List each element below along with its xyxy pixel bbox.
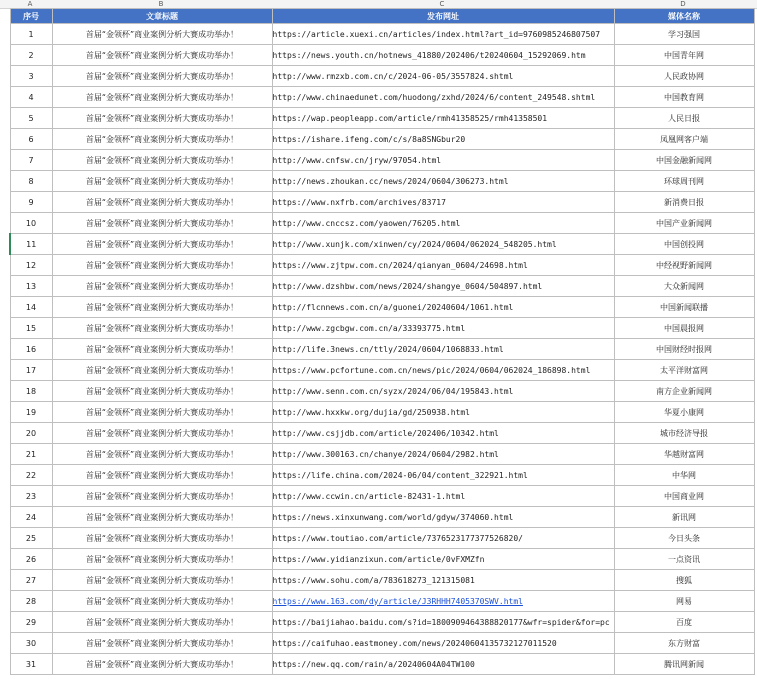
- seq-cell[interactable]: 19: [10, 402, 52, 423]
- title-cell[interactable]: 首届“金领杯”商业案例分析大赛成功举办！: [52, 360, 272, 381]
- media-cell[interactable]: 太平洋财富网: [614, 360, 754, 381]
- column-header-a[interactable]: A: [27, 0, 33, 8]
- media-cell[interactable]: 新消费日报: [614, 192, 754, 213]
- seq-cell[interactable]: 5: [10, 108, 52, 129]
- url-cell[interactable]: http://www.300163.cn/chanye/2024/0604/2982.html: [272, 444, 614, 465]
- title-cell[interactable]: 首届“金领杯”商业案例分析大赛成功举办！: [52, 654, 272, 675]
- url-cell[interactable]: https://baijiahao.baidu.com/s?id=1800909464388820177&wfr=spider&for=pc: [272, 612, 614, 633]
- table-row: [10, 591, 754, 612]
- table-row: [10, 297, 754, 318]
- table-row: [10, 486, 754, 507]
- table-row: [10, 402, 754, 423]
- media-cell[interactable]: 一点资讯: [614, 549, 754, 570]
- url-cell[interactable]: http://www.senn.com.cn/syzx/2024/06/04/195843.html: [272, 381, 614, 402]
- url-cell[interactable]: http://www.hxxkw.org/dujia/gd/250938.html: [272, 402, 614, 423]
- seq-cell[interactable]: 22: [10, 465, 52, 486]
- column-header-b[interactable]: B: [158, 0, 164, 8]
- seq-cell[interactable]: 17: [10, 360, 52, 381]
- media-cell[interactable]: 中国青年网: [614, 45, 754, 66]
- seq-cell[interactable]: 18: [10, 381, 52, 402]
- table-row: [10, 570, 754, 591]
- header-media[interactable]: 媒体名称: [614, 9, 754, 24]
- seq-cell[interactable]: 10: [10, 213, 52, 234]
- title-cell[interactable]: 首届“金领杯”商业案例分析大赛成功举办！: [52, 591, 272, 612]
- media-cell[interactable]: 南方企业新闻网: [614, 381, 754, 402]
- url-cell[interactable]: https://www.pcfortune.com.cn/news/pic/2024/0604/062024_186898.html: [272, 360, 614, 381]
- media-cell[interactable]: 中国产业新闻网: [614, 213, 754, 234]
- media-cell[interactable]: 搜狐: [614, 570, 754, 591]
- title-cell[interactable]: 首届“金领杯”商业案例分析大赛成功举办！: [52, 255, 272, 276]
- title-cell[interactable]: 首届“金领杯”商业案例分析大赛成功举办！: [52, 87, 272, 108]
- column-header-d[interactable]: D: [680, 0, 686, 8]
- table-row: [10, 108, 754, 129]
- url-cell[interactable]: http://www.cnccsz.com/yaowen/76205.html: [272, 213, 614, 234]
- url-cell[interactable]: https://ishare.ifeng.com/c/s/8a8SNGbur20: [272, 129, 614, 150]
- url-cell[interactable]: https://life.china.com/2024-06/04/content_322921.html: [272, 465, 614, 486]
- title-cell[interactable]: 首届“金领杯”商业案例分析大赛成功举办！: [52, 108, 272, 129]
- media-cell[interactable]: 学习强国: [614, 24, 754, 45]
- table-row: [10, 150, 754, 171]
- media-cell[interactable]: 中华网: [614, 465, 754, 486]
- table-row: [10, 213, 754, 234]
- title-cell[interactable]: 首届“金领杯”商业案例分析大赛成功举办！: [52, 423, 272, 444]
- seq-cell[interactable]: 6: [10, 129, 52, 150]
- table-row: [10, 444, 754, 465]
- seq-cell[interactable]: 12: [10, 255, 52, 276]
- media-cell[interactable]: 中经视野新闻网: [614, 255, 754, 276]
- url-cell[interactable]: https://news.xinxunwang.com/world/gdyw/374060.html: [272, 507, 614, 528]
- media-cell[interactable]: 中国晨报网: [614, 318, 754, 339]
- seq-cell[interactable]: 29: [10, 612, 52, 633]
- table-row: [10, 633, 754, 654]
- media-cell[interactable]: 中国财经时报网: [614, 339, 754, 360]
- url-cell[interactable]: https://www.toutiao.com/article/7376523177377526820/: [272, 528, 614, 549]
- url-cell[interactable]: http://www.cnfsw.cn/jryw/97054.html: [272, 150, 614, 171]
- media-cell[interactable]: 凤凰网客户端: [614, 129, 754, 150]
- media-cell[interactable]: 中国教育网: [614, 87, 754, 108]
- title-cell[interactable]: 首届“金领杯”商业案例分析大赛成功举办！: [52, 276, 272, 297]
- title-cell[interactable]: 首届“金领杯”商业案例分析大赛成功举办！: [52, 129, 272, 150]
- url-cell[interactable]: https://news.youth.cn/hotnews_41880/202406/t20240604_15292069.htm: [272, 45, 614, 66]
- seq-cell[interactable]: 1: [10, 24, 52, 45]
- table-row: [10, 528, 754, 549]
- media-cell[interactable]: 中国金融新闻网: [614, 150, 754, 171]
- column-header-c[interactable]: C: [439, 0, 445, 8]
- media-cell[interactable]: 腾讯网新闻: [614, 654, 754, 675]
- url-cell[interactable]: http://www.rmzxb.com.cn/c/2024-06-05/3557824.shtml: [272, 66, 614, 87]
- url-cell[interactable]: http://www.csjjdb.com/article/202406/10342.html: [272, 423, 614, 444]
- table-row: [10, 381, 754, 402]
- url-cell[interactable]: https://wap.peopleapp.com/article/rmh41358525/rmh41358501: [272, 108, 614, 129]
- title-cell[interactable]: 首届“金领杯”商业案例分析大赛成功举办！: [52, 339, 272, 360]
- seq-cell[interactable]: 21: [10, 444, 52, 465]
- media-cell[interactable]: 城市经济导报: [614, 423, 754, 444]
- table-row: [10, 255, 754, 276]
- url-cell[interactable]: https://www.163.com/dy/article/J3RHHH7405370SWV.html: [272, 591, 614, 612]
- media-cell[interactable]: 人民日报: [614, 108, 754, 129]
- table-row: [10, 171, 754, 192]
- media-cell[interactable]: 网易: [614, 591, 754, 612]
- media-cell[interactable]: 新讯网: [614, 507, 754, 528]
- url-cell[interactable]: http://www.dzshbw.com/news/2024/shangye_0604/504897.html: [272, 276, 614, 297]
- header-title[interactable]: 文章标题: [52, 9, 272, 24]
- seq-cell[interactable]: 30: [10, 633, 52, 654]
- title-cell[interactable]: 首届“金领杯”商业案例分析大赛成功举办！: [52, 171, 272, 192]
- seq-cell[interactable]: 8: [10, 171, 52, 192]
- header-row: [10, 9, 754, 24]
- seq-cell[interactable]: 28: [10, 591, 52, 612]
- media-cell[interactable]: 华夏小康网: [614, 402, 754, 423]
- url-cell[interactable]: https://new.qq.com/rain/a/20240604A04TW100: [272, 654, 614, 675]
- title-cell[interactable]: 首届“金领杯”商业案例分析大赛成功举办！: [52, 381, 272, 402]
- title-cell[interactable]: 首届“金领杯”商业案例分析大赛成功举办！: [52, 633, 272, 654]
- media-cell[interactable]: 大众新闻网: [614, 276, 754, 297]
- table-row: [10, 24, 754, 45]
- seq-cell[interactable]: 31: [10, 654, 52, 675]
- table-row: [10, 45, 754, 66]
- table-row: [10, 423, 754, 444]
- media-cell[interactable]: 华越财富网: [614, 444, 754, 465]
- table-row: [10, 276, 754, 297]
- table-row: [10, 87, 754, 108]
- seq-cell[interactable]: 3: [10, 66, 52, 87]
- url-cell[interactable]: https://caifuhao.eastmoney.com/news/20240604135732127011520: [272, 633, 614, 654]
- title-cell[interactable]: 首届“金领杯”商业案例分析大赛成功举办！: [52, 66, 272, 87]
- title-cell[interactable]: 首届“金领杯”商业案例分析大赛成功举办！: [52, 318, 272, 339]
- title-cell[interactable]: 首届“金领杯”商业案例分析大赛成功举办！: [52, 465, 272, 486]
- url-cell[interactable]: https://www.yidianzixun.com/article/0vFXMZfn: [272, 549, 614, 570]
- title-cell[interactable]: 首届“金领杯”商业案例分析大赛成功举办！: [52, 192, 272, 213]
- url-cell[interactable]: http://life.3news.cn/ttly/2024/0604/1068833.html: [272, 339, 614, 360]
- url-cell[interactable]: https://article.xuexi.cn/articles/index.html?art_id=9760985246807507: [272, 24, 614, 45]
- table-row: [10, 318, 754, 339]
- header-url[interactable]: 发布网址: [272, 9, 614, 24]
- media-cell[interactable]: 中国创投网: [614, 234, 754, 255]
- url-cell[interactable]: http://www.zgcbgw.com.cn/a/33393775.html: [272, 318, 614, 339]
- table-row: [10, 654, 754, 675]
- url-cell[interactable]: https://www.sohu.com/a/783618273_121315081: [272, 570, 614, 591]
- table-row: [10, 360, 754, 381]
- title-cell[interactable]: 首届“金领杯”商业案例分析大赛成功举办！: [52, 45, 272, 66]
- table-row: [10, 66, 754, 87]
- table-row: [10, 192, 754, 213]
- url-cell[interactable]: http://www.xunjk.com/xinwen/cy/2024/0604/062024_548205.html: [272, 234, 614, 255]
- title-cell[interactable]: 首届“金领杯”商业案例分析大赛成功举办！: [52, 24, 272, 45]
- seq-cell[interactable]: 2: [10, 45, 52, 66]
- title-cell[interactable]: 首届“金领杯”商业案例分析大赛成功举办！: [52, 213, 272, 234]
- table-row: [10, 339, 754, 360]
- table-row: [10, 612, 754, 633]
- seq-cell[interactable]: 15: [10, 318, 52, 339]
- table-row: [10, 234, 754, 255]
- table-row: [10, 507, 754, 528]
- data-table: [9, 8, 755, 675]
- url-cell[interactable]: http://news.zhoukan.cc/news/2024/0604/306273.html: [272, 171, 614, 192]
- media-cell[interactable]: 中国新闻联播: [614, 297, 754, 318]
- title-cell[interactable]: 首届“金领杯”商业案例分析大赛成功举办！: [52, 612, 272, 633]
- seq-cell[interactable]: 13: [10, 276, 52, 297]
- table-row: [10, 465, 754, 486]
- title-cell[interactable]: 首届“金领杯”商业案例分析大赛成功举办！: [52, 528, 272, 549]
- seq-cell[interactable]: 26: [10, 549, 52, 570]
- title-cell[interactable]: 首届“金领杯”商业案例分析大赛成功举办！: [52, 150, 272, 171]
- title-cell[interactable]: 首届“金领杯”商业案例分析大赛成功举办！: [52, 507, 272, 528]
- title-cell[interactable]: 首届“金领杯”商业案例分析大赛成功举办！: [52, 402, 272, 423]
- url-cell[interactable]: http://flcnnews.com.cn/a/guonei/20240604/1061.html: [272, 297, 614, 318]
- seq-cell[interactable]: 4: [10, 87, 52, 108]
- seq-cell[interactable]: 9: [10, 192, 52, 213]
- seq-cell[interactable]: 27: [10, 570, 52, 591]
- media-cell[interactable]: 东方财富: [614, 633, 754, 654]
- media-cell[interactable]: 人民政协网: [614, 66, 754, 87]
- url-cell[interactable]: https://www.zjtpw.com.cn/2024/qianyan_0604/24698.html: [272, 255, 614, 276]
- seq-cell[interactable]: 20: [10, 423, 52, 444]
- media-cell[interactable]: 百度: [614, 612, 754, 633]
- seq-cell[interactable]: 7: [10, 150, 52, 171]
- url-cell[interactable]: http://www.ccwin.cn/article-82431-1.html: [272, 486, 614, 507]
- title-cell[interactable]: 首届“金领杯”商业案例分析大赛成功举办！: [52, 444, 272, 465]
- table-row: [10, 549, 754, 570]
- media-cell[interactable]: 中国商业网: [614, 486, 754, 507]
- media-cell[interactable]: 环球周刊网: [614, 171, 754, 192]
- seq-cell[interactable]: 16: [10, 339, 52, 360]
- url-cell[interactable]: https://www.nxfrb.com/archives/83717: [272, 192, 614, 213]
- title-cell[interactable]: 首届“金领杯”商业案例分析大赛成功举办！: [52, 486, 272, 507]
- title-cell[interactable]: 首届“金领杯”商业案例分析大赛成功举办！: [52, 234, 272, 255]
- seq-cell[interactable]: 11: [10, 234, 52, 255]
- url-cell[interactable]: http://www.chinaedunet.com/huodong/zxhd/2024/6/content_249548.shtml: [272, 87, 614, 108]
- table-row: [10, 129, 754, 150]
- header-seq[interactable]: 序号: [10, 9, 52, 24]
- seq-cell[interactable]: 25: [10, 528, 52, 549]
- title-cell[interactable]: 首届“金领杯”商业案例分析大赛成功举办！: [52, 570, 272, 591]
- title-cell[interactable]: 首届“金领杯”商业案例分析大赛成功举办！: [52, 297, 272, 318]
- seq-cell[interactable]: 23: [10, 486, 52, 507]
- seq-cell[interactable]: 14: [10, 297, 52, 318]
- media-cell[interactable]: 今日头条: [614, 528, 754, 549]
- title-cell[interactable]: 首届“金领杯”商业案例分析大赛成功举办！: [52, 549, 272, 570]
- seq-cell[interactable]: 24: [10, 507, 52, 528]
